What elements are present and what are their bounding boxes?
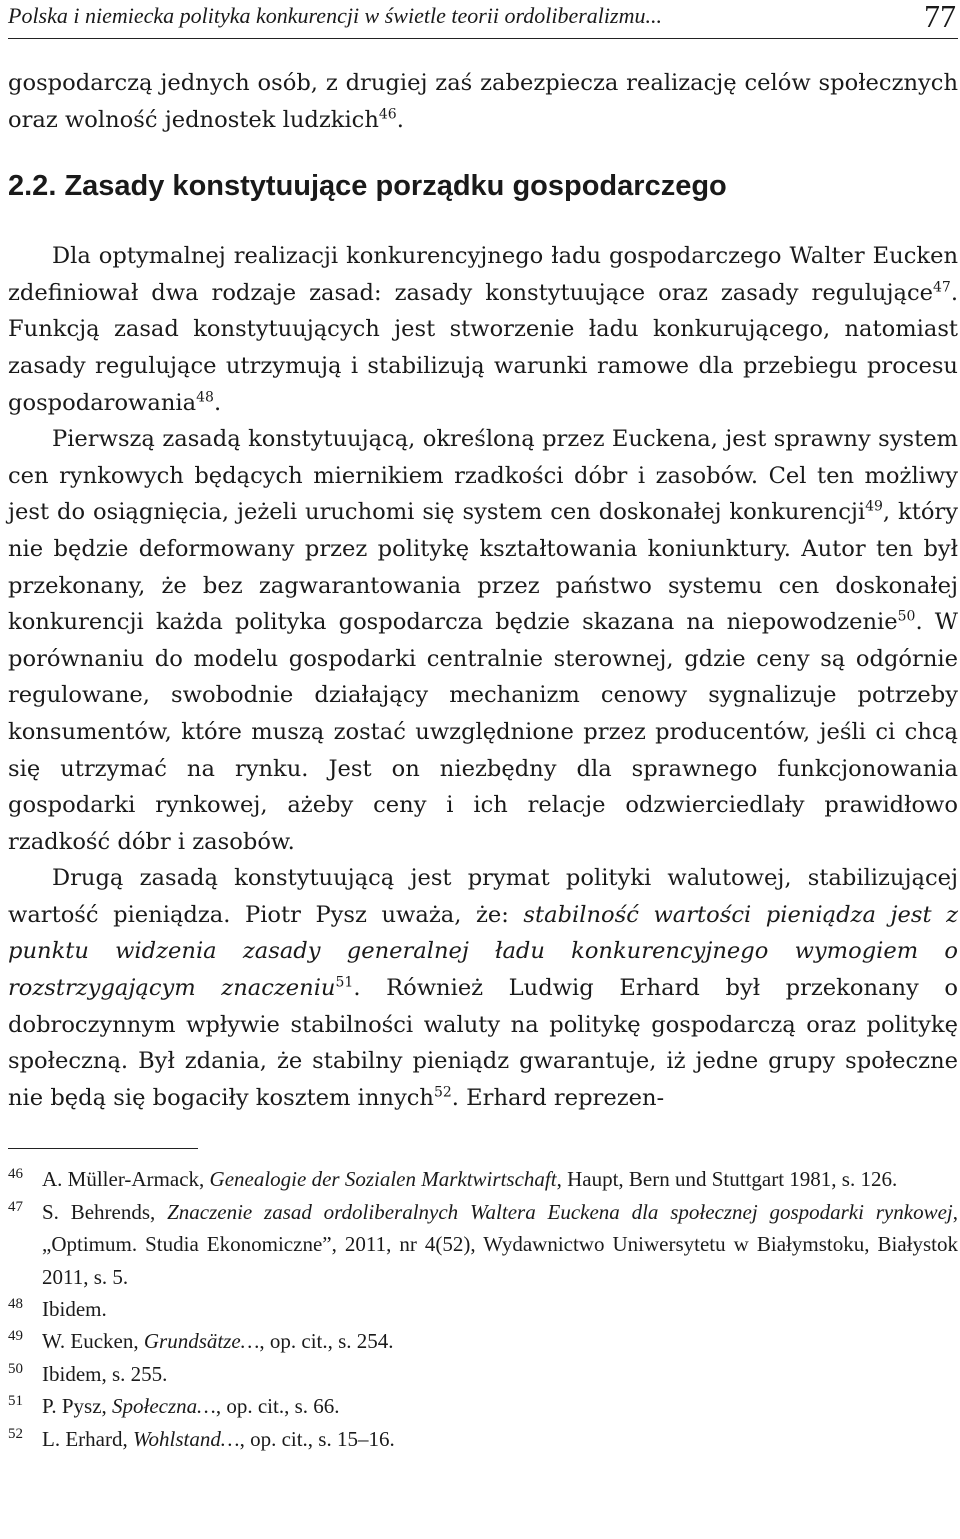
page	[8, 0, 958, 1455]
footnote-divider	[8, 1148, 198, 1149]
footnote-ref-51[interactable]: 51	[335, 974, 354, 991]
opening-paragraph: gospodarczą jednych osób, z drugiej zaś zabezpiecza realizację celów społecznych oraz wolność jednostek ludzkich$^{46}$.	[8, 70, 958, 133]
footnote-number: 50	[8, 1360, 23, 1377]
paragraph-3: Drugą zasadą konstytuującą jest prymat polityki walutowej, stabilizującej wartość pieniądza. Piotr Pysz uważa, że: stabilność wartości pieniądza jest z punktu widzenia zasady generalnej ładu konkurencyjnego wymogiem o rozstrzygającym znaczeniu$^{51}$. Również Ludwig Erhard był przekonany o dobroczynnym wpływie stabilności waluty na politykę gospodarczą oraz politykę społeczną. Był zdania, że stabilny pieniądz gwarantuje, iż jedne grupy społeczne nie będą się bogaciły kosztem innych$^{52}$. Erhard reprezen-	[8, 865, 958, 1111]
paragraph-2: Pierwszą zasadą konstytuującą, określoną przez Euckena, jest sprawny system cen rynkowych będących miernikiem rzadkości dóbr i zasobów. Cel ten możliwy jest do osiągnięcia, jeżeli uruchomi się system cen doskonałej konkurencji$^{49}$, który nie będzie deformowany przez politykę kształtowania koniunktury. Autor ten był przekonany, że bez zagwarantowania przez państwo systemu cen doskonałej konkurencji każda polityka gospodarcza będzie skazana na niepowodzenie$^{50}$. W porównaniu do modelu gospodarki centralnie sterownej, gdzie ceny są odgórnie regulowane, swobodnie działający mechanizm cenowy sygnalizuje potrzeby konsumentów, które muszą zostać uwzględnione przez producentów, jeśli ci chcą się utrzymać na rynku. Jest on niezbędny dla sprawnego funkcjonowania gospodarki rynkowej, ażeby ceny i ich relacje odzwierciedlały prawidłowo rzadkość dóbr i zasobów.	[8, 426, 958, 855]
quote: stabilność wartości pieniądza jest z punktu widzenia zasady generalnej ładu konkurencyjnego wymogiem o rozstrzygającym znaczeniu	[8, 901, 958, 1002]
footnote-ref-47[interactable]: 47	[932, 279, 951, 296]
footnote-ref-48[interactable]: 48	[196, 389, 214, 406]
section-heading	[8, 168, 958, 204]
footnote-number: 46	[8, 1166, 23, 1183]
footnotes	[8, 1163, 958, 1455]
footnote-ref-50[interactable]: 50	[897, 608, 916, 625]
footnote-48: 48 Ibidem.	[8, 1293, 958, 1325]
footnote-52: 52 L. Erhard, Wohlstand…, op. cit., s. 15–16.	[8, 1423, 958, 1455]
footnote-49: 49 W. Eucken, Grundsätze…, op. cit., s. 254.	[8, 1325, 958, 1357]
footnote-51: 51 P. Pysz, Społeczna…, op. cit., s. 66.	[8, 1390, 958, 1422]
footnote-number: 51	[8, 1393, 23, 1410]
section-title: Zasady konstytuujące porządku gospodarczego	[64, 170, 727, 203]
section-number: 2.2.	[8, 170, 57, 203]
running-head	[8, 0, 958, 39]
main-text	[8, 238, 958, 1116]
running-title: Polska i niemiecka polityka konkurencji w świetle teorii ordoliberalizmu...	[8, 3, 662, 28]
footnote-50: 50 Ibidem, s. 255.	[8, 1358, 958, 1390]
footnote-47: 47 S. Behrends, Znaczenie zasad ordoliberalnych Waltera Euckena dla społecznej gospodarki rynkowej, „Optimum. Studia Ekonomiczne”, 2011, nr 4(52), Wydawnictwo Uniwersytetu w Białymstoku, Białystok 2011, s. 5.	[8, 1196, 958, 1293]
paragraph-1: Dla optymalnej realizacji konkurencyjnego ładu gospodarczego Walter Eucken zdefiniował dwa rodzaje zasad: zasady konstytuujące oraz zasady regulujące$^{47}$. Funkcją zasad konstytuujących jest stworzenie ładu konkurującego, natomiast zasady regulujące utrzymują i stabilizują warunki ramowe dla przebiegu procesu gospodarowania$^{48}$.	[8, 243, 958, 416]
footnote-ref-49[interactable]: 49	[865, 498, 883, 515]
footnote-46: 46 A. Müller-Armack, Genealogie der Sozialen Marktwirtschaft, Haupt, Bern und Stuttgart 1981, s. 126.	[8, 1163, 958, 1195]
footnote-number: 48	[8, 1296, 23, 1313]
footnote-ref-46[interactable]: 46	[378, 106, 397, 123]
footnote-ref-52[interactable]: 52	[433, 1084, 452, 1101]
footnote-number: 47	[8, 1198, 23, 1215]
page-number: 77	[924, 0, 956, 34]
footnote-number: 49	[8, 1328, 23, 1345]
footnote-number: 52	[8, 1425, 23, 1442]
